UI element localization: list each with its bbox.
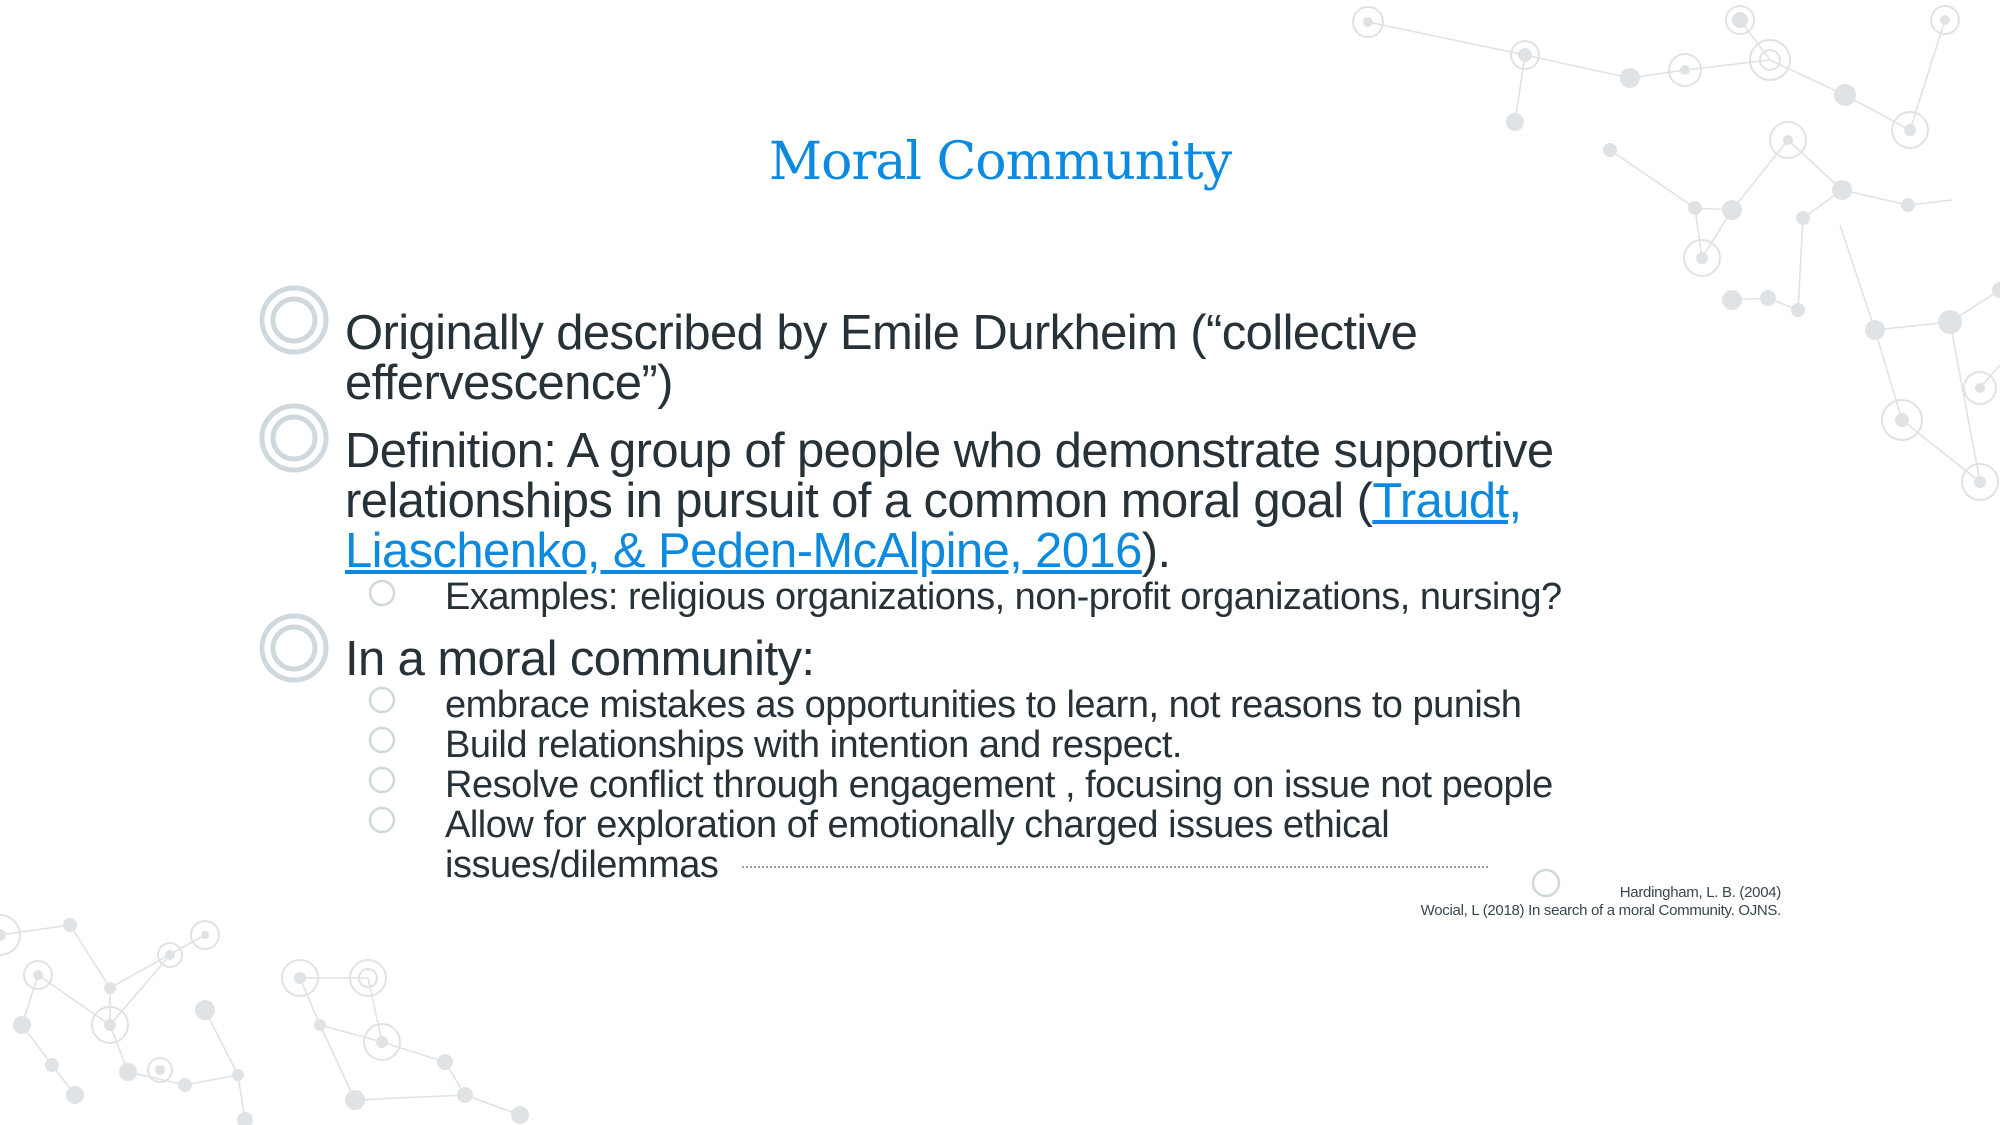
- definition-line-2: [345, 476, 1675, 526]
- citation-link-part-1[interactable]: Traudt,: [1372, 474, 1522, 528]
- bullet-durkheim-line-1: Originally described by Emile Durkheim (“collective: [345, 306, 1418, 360]
- dotted-separator: [742, 866, 1488, 868]
- bullet-in-moral-community: In a moral community:: [345, 632, 815, 686]
- citation-link-part-2[interactable]: Liaschenko, & Peden-McAlpine, 2016: [345, 524, 1142, 578]
- sub-bullet-examples: Examples: religious organizations, non-profit organizations, nursing?: [445, 576, 1562, 618]
- sub-bullet-resolve-conflict: Resolve conflict through engagement , focusing on issue not people: [445, 764, 1553, 806]
- sub-bullet-embrace-mistakes: embrace mistakes as opportunities to learn, not reasons to punish: [445, 684, 1522, 726]
- double-ring-bullet-icon: [258, 284, 330, 356]
- definition-line-2-text: relationships in pursuit of a common moral goal (: [345, 474, 1373, 528]
- definition-line-3: [345, 526, 1675, 576]
- reference-wocial: Wocial, L (2018) In search of a moral Community. OJNS.: [1420, 902, 1781, 919]
- network-decoration-bottom-left: [0, 900, 560, 1125]
- double-ring-bullet-icon: [258, 612, 330, 684]
- bullet-durkheim-line-2: effervescence”): [345, 356, 673, 410]
- definition-line-1: Definition: A group of people who demonstrate supportive: [345, 424, 1554, 478]
- ring-bullet-icon: [367, 578, 397, 608]
- sub-bullet-allow-exploration: [445, 805, 1685, 885]
- ring-bullet-icon: [367, 765, 397, 795]
- bullet-durkheim: [345, 308, 1675, 408]
- ring-bullet-icon: [367, 685, 397, 715]
- sub-bullet-allow-exploration-line-2: issues/dilemmas: [445, 844, 719, 886]
- slide-title: Moral Community: [768, 132, 1232, 192]
- ring-bullet-icon: [367, 805, 397, 835]
- definition-line-3-end: ).: [1141, 524, 1171, 578]
- sub-bullet-build-relationships: Build relationships with intention and respect.: [445, 724, 1182, 766]
- bullet-definition: [345, 426, 1675, 576]
- references: [1421, 884, 1781, 920]
- double-ring-bullet-icon: [258, 402, 330, 474]
- reference-hardingham: Hardingham, L. B. (2004): [1619, 884, 1781, 901]
- sub-bullet-allow-exploration-line-1: Allow for exploration of emotionally charged issues ethical: [445, 804, 1390, 846]
- ring-bullet-icon: [367, 725, 397, 755]
